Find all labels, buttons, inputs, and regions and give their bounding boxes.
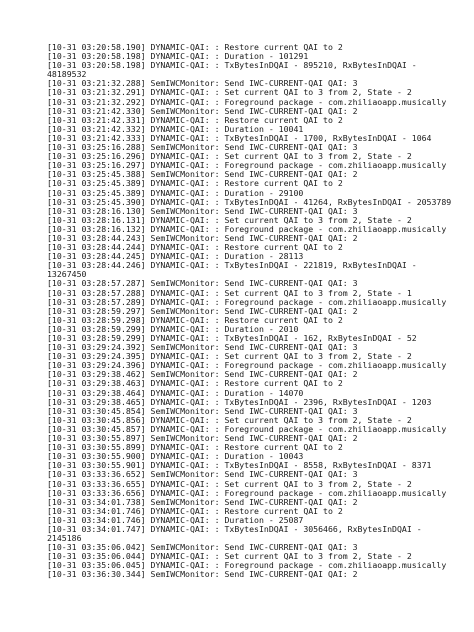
log-line: [10-31 03:35:06.044] DYNAMIC-QAI: : Set current QAI to 3 from 2, State - 2 bbox=[47, 551, 412, 562]
log-line: [10-31 03:25:16.288] SemIWCMonitor: Send IWC-CURRENT-QAI QAI: 3 bbox=[47, 142, 358, 153]
log-line: [10-31 03:30:55.899] DYNAMIC-QAI: : Restore current QAI to 2 bbox=[47, 442, 343, 453]
log-line: 48189532 bbox=[47, 69, 87, 80]
log-line: [10-31 03:34:01.746] DYNAMIC-QAI: : Duration - 25087 bbox=[47, 514, 304, 525]
log-line: [10-31 03:28:57.288] DYNAMIC-QAI: : Set current QAI to 3 from 2, State - 1 bbox=[47, 287, 412, 298]
log-line: [10-31 03:33:36.656] DYNAMIC-QAI: : Foreground package - com.zhiliaoapp.musically bbox=[47, 487, 447, 498]
log-line: [10-31 03:29:24.395] DYNAMIC-QAI: : Set current QAI to 3 from 2, State - 2 bbox=[47, 351, 412, 362]
log-line: [10-31 03:25:16.297] DYNAMIC-QAI: : Foreground package - com.zhiliaoapp.musically bbox=[47, 160, 447, 171]
log-line: [10-31 03:30:55.897] SemIWCMonitor: Send IWC-CURRENT-QAI QAI: 2 bbox=[47, 433, 358, 444]
log-line: [10-31 03:28:44.246] DYNAMIC-QAI: : TxBytesInDQAI - 221819, RxBytesInDQAI - bbox=[47, 260, 417, 271]
log-line: [10-31 03:25:45.390] DYNAMIC-QAI: : TxBytesInDQAI - 41264, RxBytesInDQAI - 2053789 bbox=[47, 196, 452, 207]
log-line: [10-31 03:36:30.344] SemIWCMonitor: Send IWC-CURRENT-QAI QAI: 2 bbox=[47, 569, 358, 580]
log-line: [10-31 03:35:06.042] SemIWCMonitor: Send IWC-CURRENT-QAI QAI: 3 bbox=[47, 542, 358, 553]
log-line: [10-31 03:20:58.198] DYNAMIC-QAI: : TxBytesInDQAI - 895210, RxBytesInDQAI - bbox=[47, 60, 417, 71]
log-line: [10-31 03:28:59.299] DYNAMIC-QAI: : Duration - 2010 bbox=[47, 323, 299, 334]
log-line: [10-31 03:29:38.464] DYNAMIC-QAI: : Duration - 14070 bbox=[47, 387, 304, 398]
log-line: [10-31 03:28:44.243] SemIWCMonitor: Send IWC-CURRENT-QAI QAI: 2 bbox=[47, 232, 358, 243]
log-line: [10-31 03:33:36.652] SemIWCMonitor: Send IWC-CURRENT-QAI QAI: 3 bbox=[47, 469, 358, 480]
log-line: [10-31 03:21:32.291] DYNAMIC-QAI: : Set current QAI to 3 from 2, State - 2 bbox=[47, 87, 412, 98]
log-line: [10-31 03:34:01.747] DYNAMIC-QAI: : TxBytesInDQAI - 3056466, RxBytesInDQAI - bbox=[47, 523, 422, 534]
log-line: 13267450 bbox=[47, 269, 87, 280]
log-line: [10-31 03:30:45.857] DYNAMIC-QAI: : Foreground package - com.zhiliaoapp.musically bbox=[47, 423, 447, 434]
log-line: [10-31 03:25:45.388] SemIWCMonitor: Send IWC-CURRENT-QAI QAI: 2 bbox=[47, 169, 358, 180]
log-line: [10-31 03:34:01.746] DYNAMIC-QAI: : Restore current QAI to 2 bbox=[47, 505, 343, 516]
log-line: [10-31 03:30:55.901] DYNAMIC-QAI: : TxBytesInDQAI - 8558, RxBytesInDQAI - 8371 bbox=[47, 460, 432, 471]
log-line: [10-31 03:28:59.298] DYNAMIC-QAI: : Restore current QAI to 2 bbox=[47, 314, 343, 325]
log-line: [10-31 03:33:36.655] DYNAMIC-QAI: : Set current QAI to 3 from 2, State - 2 bbox=[47, 478, 412, 489]
log-line: [10-31 03:21:42.333] DYNAMIC-QAI: : TxBytesInDQAI - 1700, RxBytesInDQAI - 1064 bbox=[47, 132, 432, 143]
log-line: [10-31 03:28:44.244] DYNAMIC-QAI: : Restore current QAI to 2 bbox=[47, 242, 343, 253]
log-line: [10-31 03:21:32.288] SemIWCMonitor: Send IWC-CURRENT-QAI QAI: 3 bbox=[47, 78, 358, 89]
log-line: [10-31 03:35:06.045] DYNAMIC-QAI: : Foreground package - com.zhiliaoapp.musically bbox=[47, 560, 447, 571]
log-text-block bbox=[47, 43, 467, 580]
log-line: [10-31 03:34:01.738] SemIWCMonitor: Send IWC-CURRENT-QAI QAI: 2 bbox=[47, 496, 358, 507]
log-line: [10-31 03:28:16.132] DYNAMIC-QAI: : Foreground package - com.zhiliaoapp.musically bbox=[47, 223, 447, 234]
log-line: [10-31 03:30:45.856] DYNAMIC-QAI: : Set current QAI to 3 from 2, State - 2 bbox=[47, 414, 412, 425]
log-line: [10-31 03:28:57.287] SemIWCMonitor: Send IWC-CURRENT-QAI QAI: 3 bbox=[47, 278, 358, 289]
log-line: [10-31 03:21:42.330] SemIWCMonitor: Send IWC-CURRENT-QAI QAI: 2 bbox=[47, 105, 358, 116]
log-line: 2145186 bbox=[47, 533, 82, 544]
log-line: [10-31 03:30:45.854] SemIWCMonitor: Send IWC-CURRENT-QAI QAI: 3 bbox=[47, 405, 358, 416]
log-line: [10-31 03:28:57.289] DYNAMIC-QAI: : Foreground package - com.zhiliaoapp.musically bbox=[47, 296, 447, 307]
log-line: [10-31 03:30:55.900] DYNAMIC-QAI: : Duration - 10043 bbox=[47, 451, 304, 462]
log-line: [10-31 03:21:42.332] DYNAMIC-QAI: : Duration - 10041 bbox=[47, 123, 304, 134]
log-line: [10-31 03:29:38.463] DYNAMIC-QAI: : Restore current QAI to 2 bbox=[47, 378, 343, 389]
log-line: [10-31 03:29:24.396] DYNAMIC-QAI: : Foreground package - com.zhiliaoapp.musically bbox=[47, 360, 447, 371]
log-line: [10-31 03:20:58.190] DYNAMIC-QAI: : Restore current QAI to 2 bbox=[47, 42, 343, 52]
log-line: [10-31 03:25:45.389] DYNAMIC-QAI: : Restore current QAI to 2 bbox=[47, 178, 343, 189]
log-line: [10-31 03:21:42.331] DYNAMIC-QAI: : Restore current QAI to 2 bbox=[47, 114, 343, 125]
log-line: [10-31 03:29:24.392] SemIWCMonitor: Send IWC-CURRENT-QAI QAI: 3 bbox=[47, 342, 358, 353]
log-line: [10-31 03:25:16.296] DYNAMIC-QAI: : Set current QAI to 3 from 2, State - 2 bbox=[47, 151, 412, 162]
log-line: [10-31 03:28:44.245] DYNAMIC-QAI: : Duration - 28113 bbox=[47, 251, 304, 262]
log-line: [10-31 03:28:16.130] SemIWCMonitor: Send IWC-CURRENT-QAI QAI: 3 bbox=[47, 205, 358, 216]
log-line: [10-31 03:29:38.462] SemIWCMonitor: Send IWC-CURRENT-QAI QAI: 2 bbox=[47, 369, 358, 380]
log-line: [10-31 03:20:58.198] DYNAMIC-QAI: : Duration - 101291 bbox=[47, 51, 309, 62]
log-line: [10-31 03:28:16.131] DYNAMIC-QAI: : Set current QAI to 3 from 2, State - 2 bbox=[47, 214, 412, 225]
log-line: [10-31 03:21:32.292] DYNAMIC-QAI: : Foreground package - com.zhiliaoapp.musically bbox=[47, 96, 447, 107]
log-line: [10-31 03:25:45.389] DYNAMIC-QAI: : Duration - 29100 bbox=[47, 187, 304, 198]
log-line: [10-31 03:29:38.465] DYNAMIC-QAI: : TxBytesInDQAI - 2396, RxBytesInDQAI - 1203 bbox=[47, 396, 432, 407]
log-line: [10-31 03:28:59.297] SemIWCMonitor: Send IWC-CURRENT-QAI QAI: 2 bbox=[47, 305, 358, 316]
log-line: [10-31 03:28:59.299] DYNAMIC-QAI: : TxBytesInDQAI - 162, RxBytesInDQAI - 52 bbox=[47, 333, 417, 343]
